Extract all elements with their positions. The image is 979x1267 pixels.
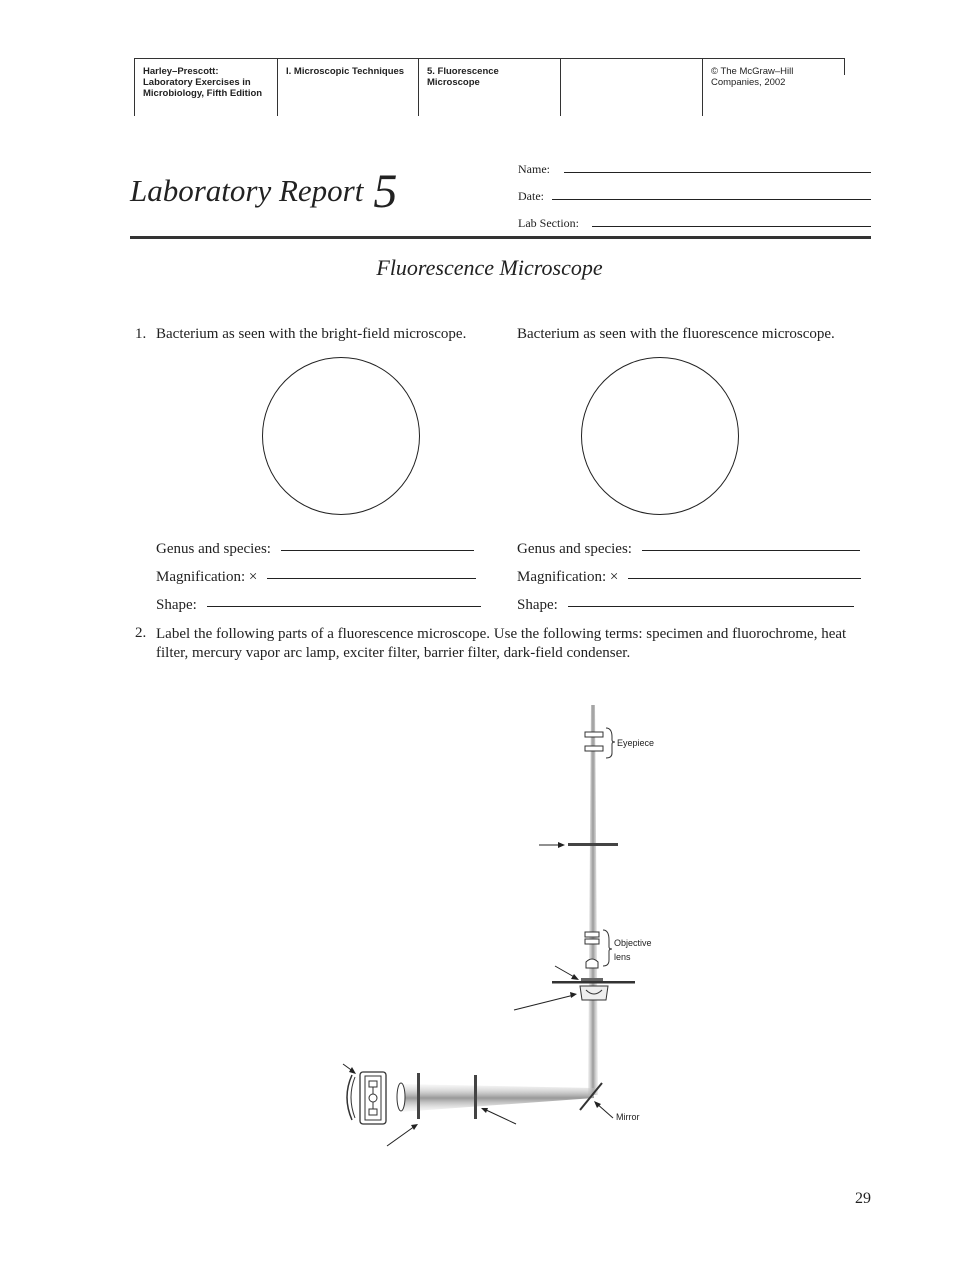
running-header bbox=[134, 58, 845, 118]
left-genus-field[interactable] bbox=[156, 541, 474, 558]
collector-lens bbox=[397, 1083, 405, 1111]
left-genus-label: Genus and species: bbox=[156, 541, 271, 557]
horizontal-light-path bbox=[400, 1084, 594, 1112]
bright-field-drawing-circle[interactable] bbox=[262, 357, 420, 515]
specimen-arrow bbox=[555, 966, 579, 980]
header-empty-cell bbox=[560, 58, 702, 116]
right-shape-blank[interactable] bbox=[568, 606, 854, 607]
header-part-text: I. Microscopic Techniques bbox=[286, 66, 405, 77]
mercury-arc-lamp bbox=[347, 1072, 386, 1124]
heat-filter bbox=[417, 1073, 420, 1119]
mirror-arrow bbox=[594, 1101, 613, 1118]
header-book-title-text: Harley–Prescott: Laboratory Exercises in Microbiology, Fifth Edition bbox=[143, 66, 263, 99]
left-shape-field[interactable] bbox=[156, 597, 481, 614]
q1-right-caption-text: Bacterium as seen with the fluorescence microscope. bbox=[517, 326, 835, 342]
exciter-filter-arrow bbox=[481, 1108, 516, 1124]
left-genus-blank[interactable] bbox=[281, 550, 474, 551]
header-right-border bbox=[844, 58, 845, 75]
right-genus-blank[interactable] bbox=[642, 550, 860, 551]
report-title-text: Laboratory Report bbox=[130, 173, 364, 208]
date-blank[interactable] bbox=[552, 199, 871, 200]
header-copyright bbox=[702, 58, 845, 116]
vertical-light-path bbox=[588, 705, 598, 1095]
q2-text: Label the following parts of a fluorescence microscope. Use the following terms: specimen and fluorochrome, heat filter, mercury vapor arc lamp, exciter filter, barrier filter, dark-field condenser. bbox=[156, 626, 847, 661]
student-fields bbox=[518, 160, 871, 241]
eyepiece-lenses bbox=[585, 728, 615, 758]
q1-left-caption bbox=[156, 326, 466, 343]
date-field[interactable] bbox=[518, 187, 871, 214]
q1-left-caption-text: Bacterium as seen with the bright-field microscope. bbox=[156, 326, 467, 342]
header-chapter bbox=[418, 58, 560, 116]
right-shape-label: Shape: bbox=[517, 597, 558, 613]
page-number: 29 bbox=[855, 1190, 871, 1207]
specimen-slide bbox=[552, 978, 635, 984]
barrier-filter-arrow bbox=[539, 842, 565, 848]
right-magnification-blank[interactable] bbox=[628, 578, 861, 579]
objective-label-line2: lens bbox=[614, 952, 631, 962]
mirror-label: Mirror bbox=[616, 1112, 640, 1122]
q2-number: 2. bbox=[135, 625, 147, 641]
header-chapter-text: 5. Fluorescence Microscope bbox=[427, 66, 499, 88]
fluorescence-drawing-circle[interactable] bbox=[581, 357, 739, 515]
report-title bbox=[130, 158, 398, 218]
q1-number: 1. bbox=[135, 326, 147, 342]
name-label: Name: bbox=[518, 162, 550, 176]
q1-right-caption bbox=[517, 326, 835, 343]
exercise-subtitle: Fluorescence Microscope bbox=[376, 255, 603, 280]
name-blank[interactable] bbox=[564, 172, 871, 173]
right-genus-label: Genus and species: bbox=[517, 541, 632, 557]
lab-section-blank[interactable] bbox=[592, 226, 871, 227]
left-shape-label: Shape: bbox=[156, 597, 197, 613]
condenser-arrow bbox=[514, 992, 577, 1010]
header-copyright-text: © The McGraw–Hill Companies, 2002 bbox=[711, 66, 794, 88]
right-shape-field[interactable] bbox=[517, 597, 854, 614]
right-magnification-field[interactable] bbox=[517, 569, 861, 586]
dark-field-condenser bbox=[580, 986, 608, 1000]
exciter-filter bbox=[474, 1075, 477, 1119]
left-magnification-blank[interactable] bbox=[267, 578, 476, 579]
header-book-title bbox=[134, 58, 277, 116]
left-magnification-field[interactable] bbox=[156, 569, 476, 586]
title-rule bbox=[130, 236, 871, 239]
question-2-text bbox=[156, 625, 876, 663]
objective-label-line1: Objective bbox=[614, 938, 652, 948]
left-shape-blank[interactable] bbox=[207, 606, 481, 607]
lab-section-label: Lab Section: bbox=[518, 216, 579, 230]
date-label: Date: bbox=[518, 189, 544, 203]
barrier-filter bbox=[568, 843, 618, 846]
objective-lenses bbox=[585, 930, 612, 968]
name-field[interactable] bbox=[518, 160, 871, 187]
question-1-number bbox=[135, 326, 146, 343]
heat-filter-arrow bbox=[387, 1124, 418, 1146]
header-part bbox=[277, 58, 418, 116]
right-magnification-label: Magnification: × bbox=[517, 569, 619, 585]
fluorescence-microscope-diagram bbox=[330, 700, 670, 1160]
report-number: 5 bbox=[373, 165, 398, 218]
question-2-number bbox=[135, 625, 146, 642]
eyepiece-label: Eyepiece bbox=[617, 738, 655, 748]
lamp-arrow bbox=[343, 1064, 356, 1074]
right-genus-field[interactable] bbox=[517, 541, 860, 558]
left-magnification-label: Magnification: × bbox=[156, 569, 258, 585]
